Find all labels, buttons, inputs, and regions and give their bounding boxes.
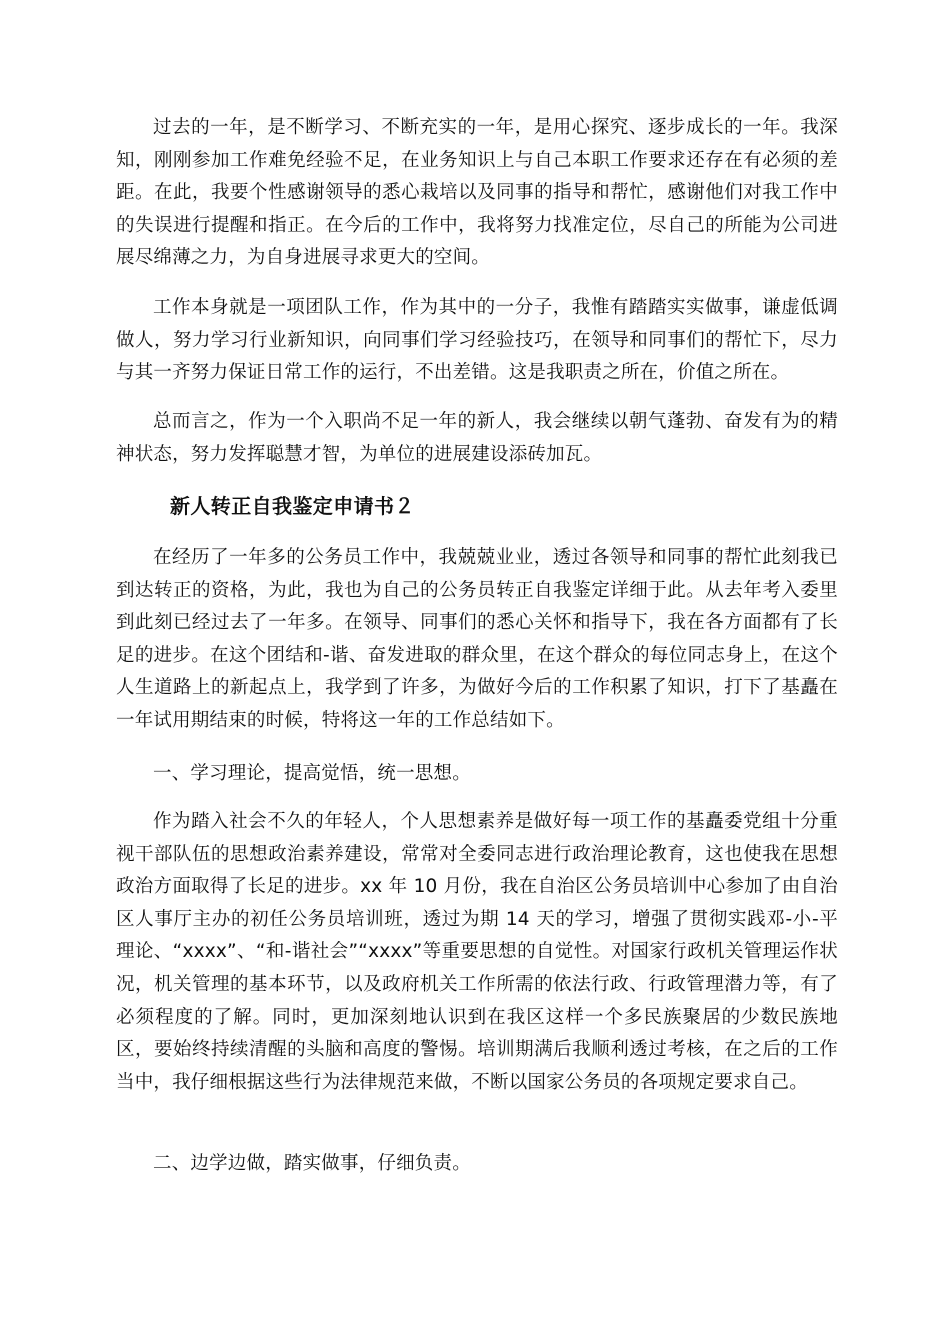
paragraph-5: 一、学习理论，提高觉悟，统一思想。: [153, 763, 471, 784]
paragraph-4: 在经历了一年多的公务员工作中，我兢兢业业，透过各领导和同事的帮忙此刻我已到达转正的资格，为此，我也为自己的公务员转正自我鉴定详细于此。从去年考入委里到此刻已经过去了一年多。在领导、同事们的悉心关怀和指导下，我在各方面都有了长足的进步。在这个团结和-谐、奋发进取的群众里，在这个群众的每位同志身上，在这个人生道路上的新起点上，我学到了许多，为做好今后的工作积累了知识，打下了基矗在一年试用期结束的时候，特将这一年的工作总结如下。: [116, 547, 838, 731]
section-heading: 新人转正自我鉴定申请书２: [170, 494, 415, 518]
paragraph-6: 作为踏入社会不久的年轻人，个人思想素养是做好每一项工作的基矗委党组十分重视干部队伍的思想政治素养建设，常常对全委同志进行政治理论教育，这也使我在思想政治方面取得了长足的进步。xx 年 10 月份，我在自治区公务员培训中心参加了由自治区人事厅主办的初任公务员培训班，透过为期 14 天的学习，增强了贯彻实践邓-小-平理论、“xxxx”、“和-谐社会”“xxxx”等重要思想的自觉性。对国家行政机关管理运作状况，机关管理的基本环节，以及政府机关工作所需的依法行政、行政管理潜力等，有了必须程度的了解。同时，更加深刻地认识到在我区这样一个多民族聚居的少数民族地区，要始终持续清醒的头脑和高度的警惕。培训期满后我顺利透过考核，在之后的工作当中，我仔细根据这些行为法律规范来做，不断以国家公务员的各项规定要求自己。: [116, 811, 838, 1093]
paragraph-7: 二、边学边做，踏实做事，仔细负责。: [153, 1153, 471, 1174]
paragraph-3: 总而言之，作为一个入职尚不足一年的新人，我会继续以朝气蓬勃、奋发有为的精神状态，努力发挥聪慧才智，为单位的进展建设添砖加瓦。: [116, 411, 838, 465]
paragraph-2: 工作本身就是一项团队工作，作为其中的一分子，我惟有踏踏实实做事，谦虚低调做人，努力学习行业新知识，向同事们学习经验技巧，在领导和同事们的帮忙下，尽力与其一齐努力保证日常工作的运行，不出差错。这是我职责之所在，价值之所在。: [116, 297, 838, 384]
paragraph-1: 过去的一年，是不断学习、不断充实的一年，是用心探究、逐步成长的一年。我深知，刚刚参加工作难免经验不足，在业务知识上与自己本职工作要求还存在有必须的差距。在此，我要个性感谢领导的悉心栽培以及同事的指导和帮忙，感谢他们对我工作中的失误进行提醒和指正。在今后的工作中，我将努力找准定位，尽自己的所能为公司进展尽绵薄之力，为自身进展寻求更大的空间。: [116, 117, 838, 269]
